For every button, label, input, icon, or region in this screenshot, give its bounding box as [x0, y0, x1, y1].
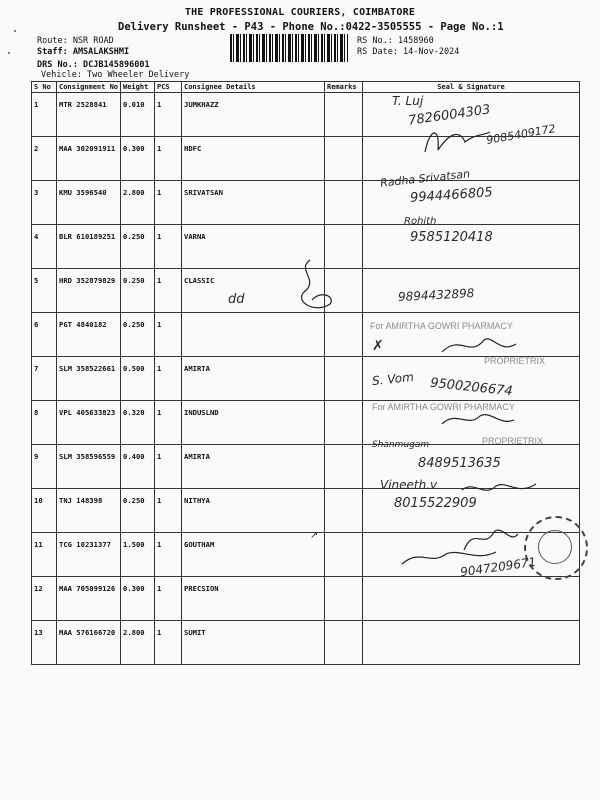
- cell-sno: 9: [32, 445, 57, 489]
- cell-consignee: [182, 313, 325, 357]
- cell-consignee: AMIRTA: [182, 445, 325, 489]
- cell-consignment: MAA 576166720: [57, 621, 121, 665]
- proprietrix-stamp-2: PROPRIETRIX: [482, 436, 544, 446]
- pharmacy-stamp-2: For AMIRTHA GOWRI PHARMACY: [372, 402, 515, 412]
- signature-3-phone: 9944466805: [409, 185, 494, 206]
- cell-weight: 0.250: [121, 489, 155, 533]
- cell-consignee: INDUSLND: [182, 401, 325, 445]
- cell-pcs: 1: [155, 225, 182, 269]
- cell-sno: 12: [32, 577, 57, 621]
- staff: Staff: AMSALAKSHMI: [37, 47, 130, 57]
- pharmacy-stamp-1: For AMIRTHA GOWRI PHARMACY: [370, 321, 513, 331]
- cell-pcs: 1: [155, 533, 182, 577]
- signature-6-phone: 9894432898: [397, 286, 475, 304]
- scan-dot: [8, 52, 10, 54]
- col-remarks: Remarks: [325, 82, 363, 93]
- cell-weight: 0.010: [121, 93, 155, 137]
- table-row: [32, 577, 580, 621]
- cell-consignment: VPL 405633823: [57, 401, 121, 445]
- cell-pcs: 1: [155, 181, 182, 225]
- cell-consignee: JUMKHAZZ: [182, 93, 325, 137]
- signature-10-phone: 8489513635: [418, 456, 501, 471]
- signature-11-scribble: [460, 476, 540, 502]
- signature-2-scribble: [420, 122, 500, 162]
- cell-pcs: 1: [155, 577, 182, 621]
- signature-13-scribble: [400, 546, 500, 570]
- signature-11-phone: 8015522909: [394, 496, 477, 511]
- cell-consignment: KMU 3596540: [57, 181, 121, 225]
- col-consignment: Consignment No: [57, 82, 121, 93]
- cell-weight: 0.300: [121, 577, 155, 621]
- col-sno: S No: [32, 82, 57, 93]
- cell-weight: 0.320: [121, 401, 155, 445]
- cell-weight: 0.250: [121, 313, 155, 357]
- table-row: [32, 621, 580, 665]
- table-row: [32, 181, 580, 225]
- signature-4-phone: 9585120418: [410, 230, 493, 245]
- runsheet-title: Delivery Runsheet - P43 - Phone No.:0422-3505555 - Page No.:1: [118, 21, 504, 33]
- cell-pcs: 1: [155, 401, 182, 445]
- signature-9-scribble: [440, 406, 520, 432]
- signature-3-name: Radha Srivatsan: [379, 167, 471, 190]
- col-consignee: Consignee Details: [182, 82, 325, 93]
- signature-8-phone: 9500206674: [429, 375, 514, 400]
- cell-remarks: [325, 181, 363, 225]
- col-signature: Seal & Signature: [363, 82, 580, 93]
- scan-dot: [14, 30, 16, 32]
- cell-consignee: GOUTHAM: [182, 533, 325, 577]
- cell-consignee: NITHYA: [182, 489, 325, 533]
- cell-pcs: 1: [155, 357, 182, 401]
- cell-signature: [363, 577, 580, 621]
- cell-remarks: [325, 621, 363, 665]
- signature-8-name: S. Vom: [371, 369, 415, 389]
- cell-consignment: MAA 302091911: [57, 137, 121, 181]
- cell-remarks: [325, 401, 363, 445]
- signature-1-phone: 7826004303: [407, 102, 492, 129]
- cell-consignment: TNJ 148398: [57, 489, 121, 533]
- signature-4-name: Rohith: [404, 216, 437, 227]
- cell-consignment: MAA 705099126: [57, 577, 121, 621]
- cell-remarks: [325, 445, 363, 489]
- cell-weight: 1.500: [121, 533, 155, 577]
- cell-weight: 0.300: [121, 137, 155, 181]
- company-title: THE PROFESSIONAL COURIERS, COIMBATORE: [184, 7, 416, 18]
- cell-sno: 1: [32, 93, 57, 137]
- cell-sno: 7: [32, 357, 57, 401]
- cell-remarks: [325, 577, 363, 621]
- cell-signature: [363, 621, 580, 665]
- cell-pcs: 1: [155, 93, 182, 137]
- signature-7-mark: ✗: [372, 338, 384, 354]
- cell-consignment: TCG 10231377: [57, 533, 121, 577]
- signature-1-name: T. Luj: [392, 94, 424, 108]
- cell-sno: 2: [32, 137, 57, 181]
- cell-pcs: 1: [155, 137, 182, 181]
- cell-remarks: [325, 137, 363, 181]
- cell-consignment: PGT 4840182: [57, 313, 121, 357]
- cell-consignee: AMIRTA: [182, 357, 325, 401]
- cell-sno: 3: [32, 181, 57, 225]
- cell-consignee: PRECSION: [182, 577, 325, 621]
- cell-remarks: [325, 313, 363, 357]
- signature-10-name: Shanmugam: [372, 440, 430, 450]
- signature-6-initials: dd: [228, 292, 245, 307]
- cell-sno: 8: [32, 401, 57, 445]
- cell-consignee: HDFC: [182, 137, 325, 181]
- cell-weight: 0.250: [121, 269, 155, 313]
- signature-11-name: Vineeth.v: [380, 478, 438, 492]
- route: Route: NSR ROAD: [37, 36, 114, 46]
- col-weight: Weight: [121, 82, 155, 93]
- cell-sno: 5: [32, 269, 57, 313]
- cell-pcs: 1: [155, 269, 182, 313]
- cell-pcs: 1: [155, 313, 182, 357]
- tick-mark: ↗: [310, 530, 319, 541]
- cell-weight: 0.250: [121, 225, 155, 269]
- cell-consignee: CLASSIC: [182, 269, 325, 313]
- cell-sno: 6: [32, 313, 57, 357]
- cell-sno: 11: [32, 533, 57, 577]
- cell-consignment: MTR 2528841: [57, 93, 121, 137]
- table-header-row: [32, 82, 580, 93]
- cell-consignment: BLR 610189251: [57, 225, 121, 269]
- cell-weight: 2.800: [121, 181, 155, 225]
- cell-consignment: SLM 358522661: [57, 357, 121, 401]
- signature-13-phone: 9047209671: [459, 554, 537, 580]
- cell-remarks: [325, 93, 363, 137]
- cell-remarks: [325, 533, 363, 577]
- cell-pcs: 1: [155, 445, 182, 489]
- signature-5-scribble: [290, 256, 340, 318]
- cell-pcs: 1: [155, 621, 182, 665]
- rs-date: RS Date: 14-Nov-2024: [357, 47, 460, 57]
- cell-sno: 13: [32, 621, 57, 665]
- cell-remarks: [325, 357, 363, 401]
- cell-consignee: SUMIT: [182, 621, 325, 665]
- cell-sno: 10: [32, 489, 57, 533]
- vehicle: Vehicle: Two Wheeler Delivery: [41, 70, 190, 80]
- cell-sno: 4: [32, 225, 57, 269]
- cell-consignment: HRD 352879829: [57, 269, 121, 313]
- rs-number: RS No.: 1458960: [357, 36, 434, 46]
- runsheet-table: [31, 81, 580, 665]
- cell-weight: 0.500: [121, 357, 155, 401]
- proprietrix-stamp-1: PROPRIETRIX: [484, 356, 546, 366]
- barcode: [230, 34, 348, 62]
- cell-consignment: SLM 358596559: [57, 445, 121, 489]
- company-seal: [524, 516, 588, 580]
- signature-2-phone: 9085409172: [485, 122, 557, 147]
- drs-number: DRS No.: DCJB145896001: [37, 60, 150, 70]
- cell-pcs: 1: [155, 489, 182, 533]
- cell-weight: 2.800: [121, 621, 155, 665]
- cell-weight: 0.400: [121, 445, 155, 489]
- cell-consignee: VARNA: [182, 225, 325, 269]
- cell-remarks: [325, 489, 363, 533]
- col-pcs: PCS: [155, 82, 182, 93]
- cell-consignee: SRIVATSAN: [182, 181, 325, 225]
